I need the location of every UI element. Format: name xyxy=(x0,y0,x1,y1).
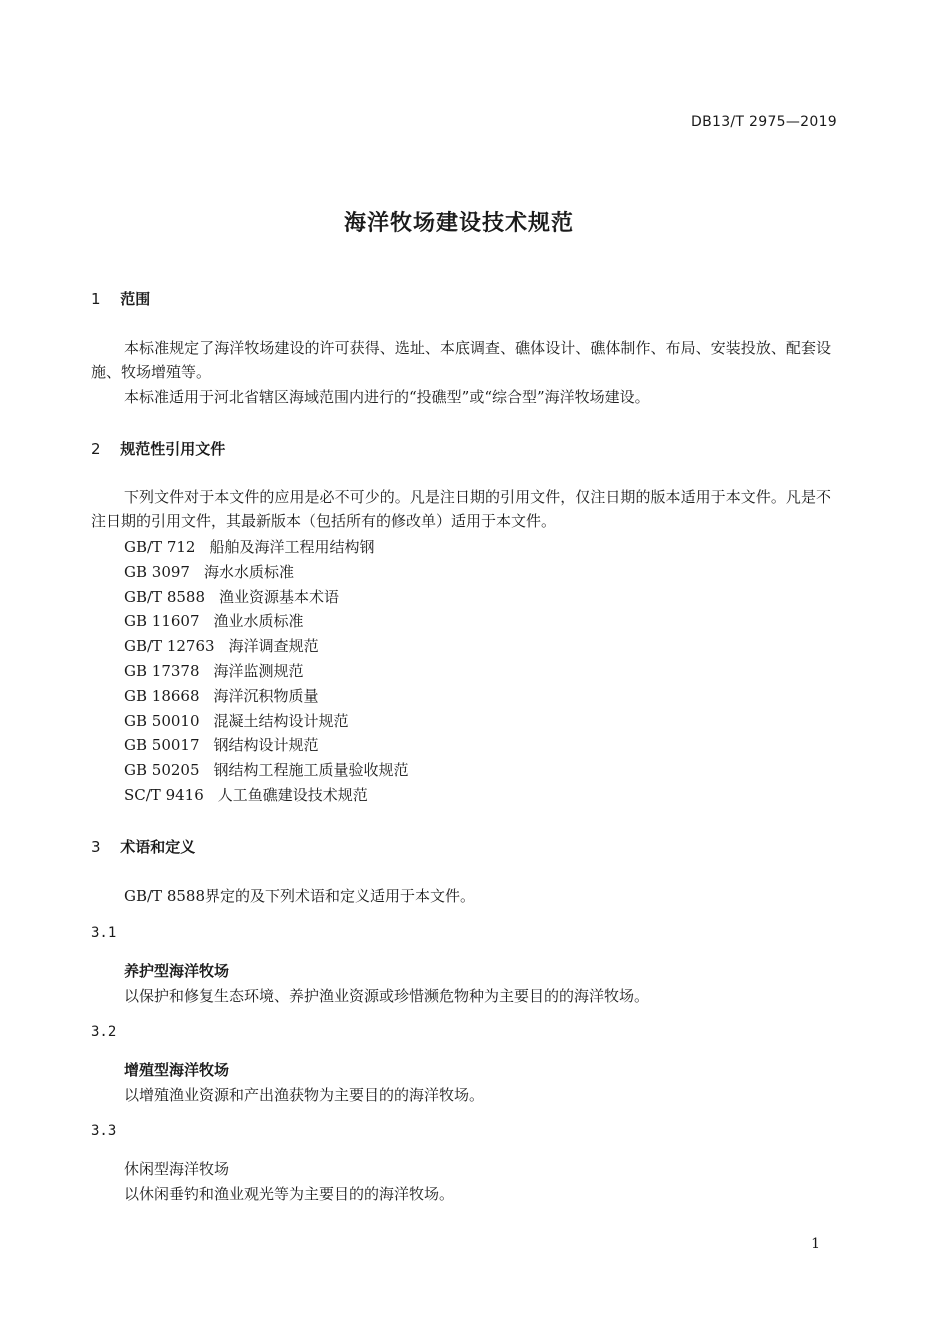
reference-code: SC/T 9416 xyxy=(124,785,204,804)
scope-paragraph: 本标准规定了海洋牧场建设的许可获得、选址、本底调查、礁体设计、礁体制作、布局、安装投放、配套设施、牧场增殖等。 xyxy=(91,339,831,381)
section-number: 1 xyxy=(91,290,101,308)
reference-code: GB 3097 xyxy=(124,562,190,581)
reference-list xyxy=(124,535,409,808)
list-item xyxy=(124,535,409,560)
list-item xyxy=(124,609,409,634)
list-item xyxy=(124,634,409,659)
section-3-heading xyxy=(91,836,195,857)
section-1-heading xyxy=(91,288,150,309)
reference-title: 海洋监测规范 xyxy=(213,661,304,680)
list-item xyxy=(124,758,409,783)
term-definition: 以保护和修复生态环境、养护渔业资源或珍惜濒危物种为主要目的的海洋牧场。 xyxy=(124,987,650,1005)
section-number: 2 xyxy=(91,440,101,458)
reference-code: GB/T 12763 xyxy=(124,637,215,656)
reference-code: GB 11607 xyxy=(124,612,200,631)
references-intro: 下列文件对于本文件的应用是必不可少的。凡是注日期的引用文件，仅注日期的版本适用于本文件。凡是不注日期的引用文件，其最新版本（包括所有的修改单）适用于本文件。 xyxy=(91,488,831,530)
reference-code: GB/T 712 xyxy=(124,538,196,556)
list-item xyxy=(124,733,409,758)
reference-code: GB 18668 xyxy=(124,686,200,705)
list-item xyxy=(124,709,409,734)
document-title: 海洋牧场建设技术规范 xyxy=(343,211,574,236)
reference-title: 渔业水质标准 xyxy=(213,612,304,631)
term-name: 休闲型海洋牧场 xyxy=(124,1160,230,1178)
reference-title: 钢结构设计规范 xyxy=(213,736,319,755)
term-definition: 以增殖渔业资源和产出渔获物为主要目的的海洋牧场。 xyxy=(124,1086,485,1104)
reference-code: GB 50010 xyxy=(124,711,200,730)
reference-code: GB/T 8588 xyxy=(124,587,206,606)
reference-title: 钢结构工程施工质量验收规范 xyxy=(213,761,409,780)
list-item xyxy=(124,783,409,808)
reference-title: 海洋沉积物质量 xyxy=(213,686,319,705)
scope-applicability: 本标准适用于河北省辖区海域范围内进行的“投礁型”或“综合型”海洋牧场建设。 xyxy=(124,388,650,406)
term-definition: 以休闲垂钓和渔业观光等为主要目的的海洋牧场。 xyxy=(124,1185,455,1203)
reference-code: GB 50017 xyxy=(124,736,200,755)
section-title: 规范性引用文件 xyxy=(120,440,226,458)
reference-title: 船舶及海洋工程用结构钢 xyxy=(209,538,375,556)
terms-intro: GB/T 8588界定的及下列术语和定义适用于本文件。 xyxy=(124,887,476,905)
list-item xyxy=(124,684,409,709)
reference-title: 混凝土结构设计规范 xyxy=(213,711,349,730)
reference-code: GB 17378 xyxy=(124,661,200,680)
list-item xyxy=(124,585,409,610)
list-item xyxy=(124,560,409,585)
reference-title: 海洋调查规范 xyxy=(228,637,319,656)
term-name: 增殖型海洋牧场 xyxy=(124,1061,230,1079)
term-number: 3.3 xyxy=(91,1123,117,1139)
reference-code: GB 50205 xyxy=(124,761,200,780)
term-name: 养护型海洋牧场 xyxy=(124,962,230,980)
reference-title: 渔业资源基本术语 xyxy=(219,587,340,606)
section-title: 范围 xyxy=(120,290,151,308)
list-item xyxy=(124,659,409,684)
page-number: 1 xyxy=(811,1236,820,1252)
section-number: 3 xyxy=(91,838,101,856)
section-2-heading xyxy=(91,438,225,459)
term-number: 3.2 xyxy=(91,1024,117,1040)
section-title: 术语和定义 xyxy=(120,838,196,856)
document-code: DB13/T 2975—2019 xyxy=(691,114,837,130)
reference-title: 海水水质标准 xyxy=(203,562,294,581)
term-number: 3.1 xyxy=(91,925,117,941)
reference-title: 人工鱼礁建设技术规范 xyxy=(217,785,368,804)
